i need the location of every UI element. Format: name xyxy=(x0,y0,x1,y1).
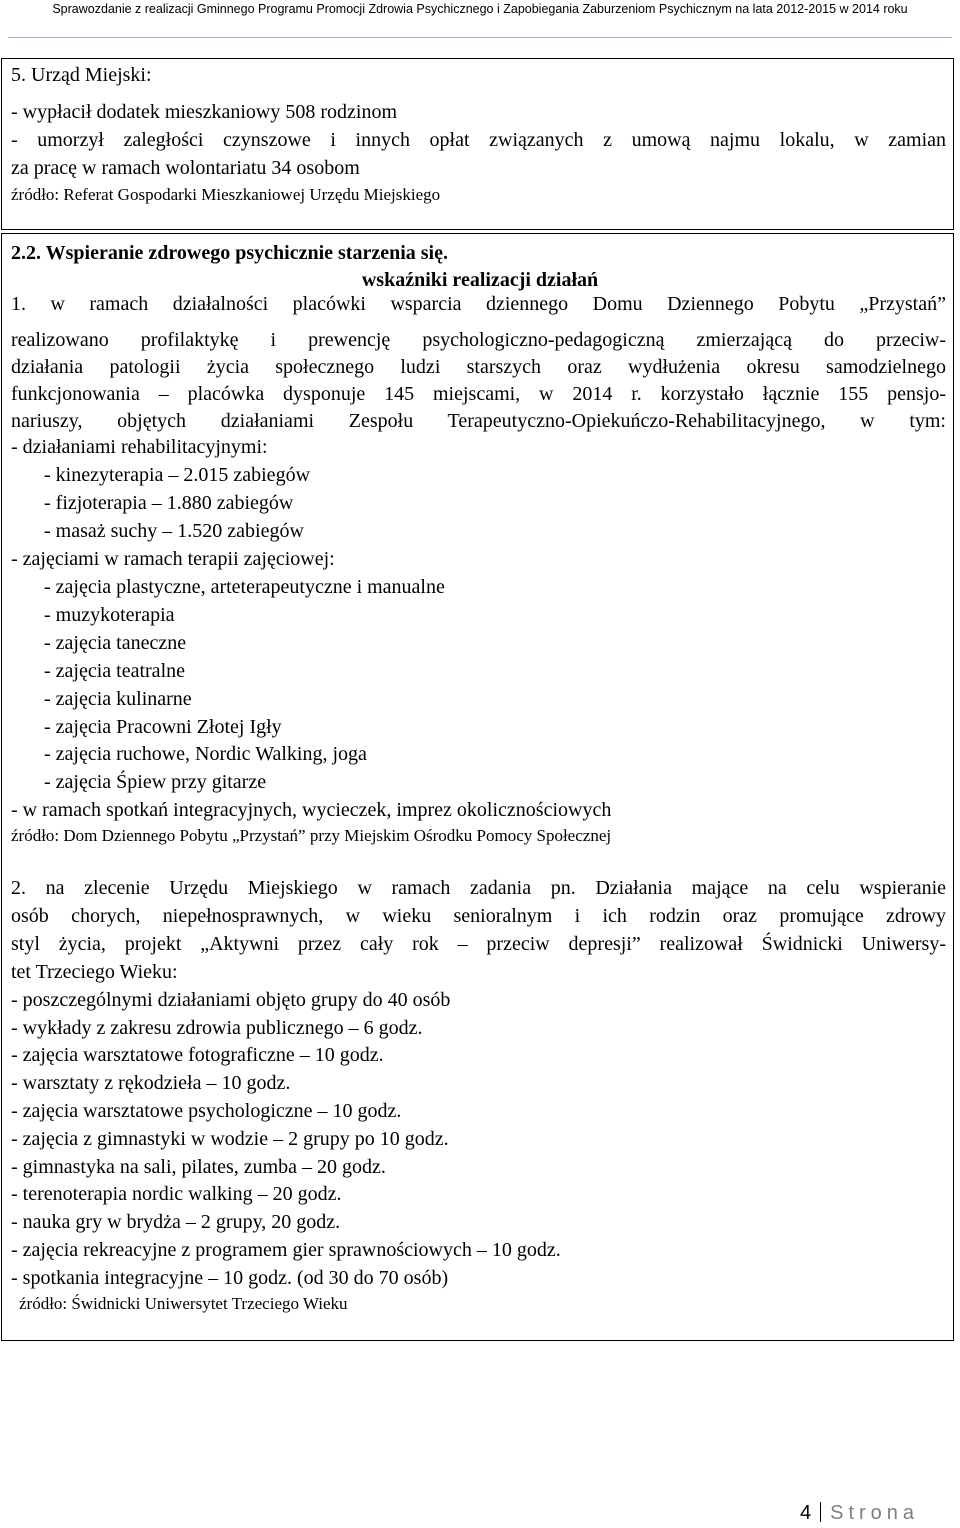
section-5-line: za pracę w ramach wolontariatu 34 osobom xyxy=(11,157,360,179)
page-word: Strona xyxy=(830,1502,920,1524)
list-item: - kinezyterapia – 2.015 zabiegów xyxy=(44,464,311,486)
list-item: - zajęcia ruchowe, Nordic Walking, joga xyxy=(44,743,367,765)
indicators-subheading: wskaźniki realizacji działań xyxy=(361,269,599,291)
integration-line: - w ramach spotkań integracyjnych, wycieczek, imprez okolicznościowych xyxy=(11,799,612,821)
list-item: - wykłady z zakresu zdrowia publicznego – 6 godz. xyxy=(11,1017,423,1039)
list-item: - zajęcia kulinarne xyxy=(44,688,192,710)
section-5-source: źródło: Referat Gospodarki Mieszkaniowej Urzędu Miejskiego xyxy=(11,185,441,204)
list-item: - zajęcia warsztatowe fotograficzne – 10 godz. xyxy=(11,1044,384,1066)
therapy-title: - zajęciami w ramach terapii zajęciowej: xyxy=(11,548,335,570)
page-footer xyxy=(800,1500,960,1526)
list-item: - nauka gry w brydża – 2 grupy, 20 godz. xyxy=(11,1211,341,1233)
source-line: źródło: Świdnicki Uniwersytet Trzeciego Wieku xyxy=(19,1294,348,1313)
list-item: - zajęcia Pracowni Złotej Igły xyxy=(44,716,282,738)
list-item: - poszczególnymi działaniami objęto grupy do 40 osób xyxy=(11,989,451,1011)
list-item: - zajęcia Śpiew przy gitarze xyxy=(44,771,267,793)
list-item: - zajęcia taneczne xyxy=(44,632,187,654)
paragraph-line: 1. w ramach działalności placówki wsparcia dziennego Domu Dziennego Pobytu „Przystań” xyxy=(11,293,946,315)
list-item: - muzykoterapia xyxy=(44,604,175,626)
list-item: - zajęcia z gimnastyki w wodzie – 2 grupy po 10 godz. xyxy=(11,1128,449,1150)
paragraph-line: osób chorych, niepełnosprawnych, w wieku senioralnym i ich rodzin oraz promujące zdrowy xyxy=(11,905,946,927)
footer-separator xyxy=(820,1502,821,1522)
list-item: - zajęcia plastyczne, arteterapeutyczne i manualne xyxy=(44,576,445,598)
section-5-line: - umorzył zaległości czynszowe i innych opłat związanych z umową najmu lokalu, w zamian xyxy=(11,129,946,151)
paragraph-line: działania patologii życia społecznego ludzi starszych oraz wydłużenia okresu samodzielnego xyxy=(11,356,946,378)
page-number: 4 xyxy=(800,1502,812,1524)
paragraph-line: tet Trzeciego Wieku: xyxy=(11,961,178,983)
page-header xyxy=(0,0,960,34)
section-5-title: 5. Urząd Miejski: xyxy=(11,64,152,86)
section-5-line: - wypłacił dodatek mieszkaniowy 508 rodzinom xyxy=(11,101,398,123)
paragraph-line: 2. na zlecenie Urzędu Miejskiego w ramach zadania pn. Działania mające na celu wspieranie xyxy=(11,877,946,899)
list-item: - terenoterapia nordic walking – 20 godz. xyxy=(11,1183,342,1205)
list-item: - zajęcia rekreacyjne z programem gier sprawnościowych – 10 godz. xyxy=(11,1239,561,1261)
header-divider xyxy=(8,37,952,38)
list-item: - warsztaty z rękodzieła – 10 godz. xyxy=(11,1072,291,1094)
paragraph-line: nariuszy, objętych działaniami Zespołu Terapeutyczno-Opiekuńczo-Rehabilitacyjnego, w tym: xyxy=(11,410,946,432)
paragraph-line: styl życia, projekt „Aktywni przez cały rok – przeciw depresji” realizował Świdnicki Uniwersy- xyxy=(11,933,946,955)
paragraph-line: funkcjonowania – placówka dysponuje 145 miejscami, w 2014 r. korzystało łącznie 155 pensjo- xyxy=(11,383,946,405)
section-heading: 2.2. Wspieranie zdrowego psychicznie starzenia się. xyxy=(11,242,448,264)
paragraph-line: realizowano profilaktykę i prewencję psychologiczno-pedagogiczną zmierzającą do przeciw- xyxy=(11,329,946,351)
list-item: - masaż suchy – 1.520 zabiegów xyxy=(44,520,304,542)
header-title: Sprawozdanie z realizacji Gminnego Programu Promocji Zdrowia Psychicznego i Zapobiegania Zaburzeniom Psychicznym na lata 2012-2015 w 2014 roku xyxy=(52,2,908,16)
list-item: - zajęcia warsztatowe psychologiczne – 10 godz. xyxy=(11,1100,402,1122)
list-item: - gimnastyka na sali, pilates, zumba – 20 godz. xyxy=(11,1156,386,1178)
list-item: - zajęcia teatralne xyxy=(44,660,185,682)
list-item: - spotkania integracyjne – 10 godz. (od 30 do 70 osób) xyxy=(11,1267,449,1289)
source-line: źródło: Dom Dziennego Pobytu „Przystań” przy Miejskim Ośrodku Pomocy Społecznej xyxy=(11,826,612,845)
list-item: - fizjoterapia – 1.880 zabiegów xyxy=(44,492,294,514)
rehab-title: - działaniami rehabilitacyjnymi: xyxy=(11,436,268,458)
